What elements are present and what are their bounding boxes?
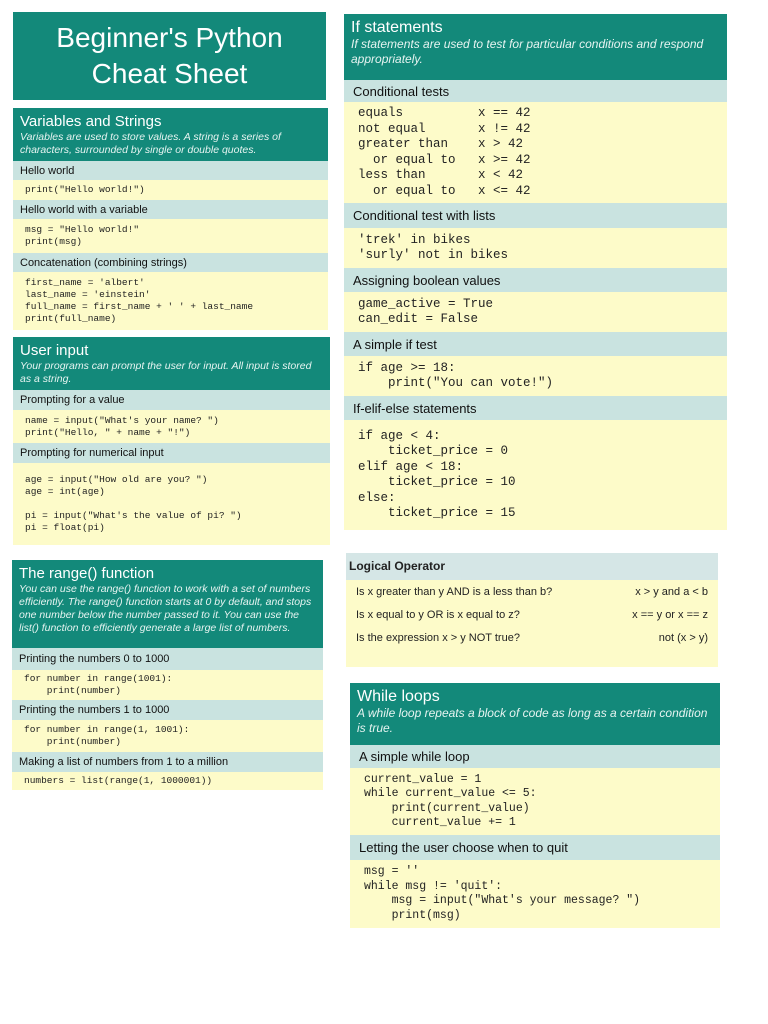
code: first_name = 'albert' last_name = 'einstein' full_name = first_name + ' ' + last_name print(full_name)	[25, 277, 254, 324]
code: for number in range(1, 1001): print(number)	[24, 724, 190, 747]
code-block	[344, 356, 727, 396]
subheading: Conditional tests	[344, 80, 727, 102]
code: for number in range(1001): print(number)	[24, 673, 173, 696]
section-description: Your programs can prompt the user for input. All input is stored as a string.	[20, 360, 312, 385]
code: game_active = True can_edit = False	[358, 296, 494, 326]
code-block	[12, 720, 323, 752]
subheading: Conditional test with lists	[344, 203, 727, 228]
subheading: Prompting for a value	[13, 390, 330, 410]
code: print("Hello world!")	[25, 184, 145, 195]
code: msg = "Hello world!" print(msg)	[25, 224, 140, 247]
subheading: A simple while loop	[350, 745, 720, 768]
logic-question: Is the expression x > y NOT true?	[356, 631, 520, 644]
section-title: While loops	[357, 688, 440, 705]
section-title: The range() function	[19, 565, 155, 582]
logic-expression: x > y and a < b	[635, 585, 708, 598]
code-block	[13, 410, 330, 443]
section-description: If statements are used to test for particular conditions and respond appropriately.	[351, 37, 704, 66]
title-line-2: Cheat Sheet	[91, 58, 248, 89]
code-block	[350, 768, 720, 835]
variables-panel	[13, 108, 328, 330]
code-block	[344, 420, 727, 530]
section-title: Logical Operator	[346, 553, 718, 580]
section-description: Variables are used to store values. A string is a series of characters, surrounded by single or double quotes.	[20, 131, 281, 156]
subheading: Hello world	[13, 161, 328, 180]
code-block	[13, 180, 328, 200]
logic-expression: not (x > y)	[658, 631, 708, 644]
logic-question: Is x greater than y AND is a less than b?	[356, 585, 553, 598]
code-block	[344, 292, 727, 332]
code: 'trek' in bikes 'surly' not in bikes	[358, 232, 509, 262]
code-block	[12, 772, 323, 790]
while-loops-panel	[350, 683, 720, 928]
subheading: Hello world with a variable	[13, 200, 328, 219]
code: current_value = 1 while current_value <= 5: print(current_value) current_value += 1	[364, 772, 537, 829]
section-header	[13, 108, 328, 161]
page-title	[13, 12, 326, 100]
section-header	[344, 14, 727, 80]
subheading: Making a list of numbers from 1 to a million	[12, 752, 323, 772]
section-title: If statements	[351, 19, 443, 36]
code-block	[13, 463, 330, 545]
section-header	[13, 337, 330, 390]
section-description: A while loop repeats a block of code as long as a certain condition is true.	[357, 706, 708, 735]
logic-row	[346, 580, 718, 603]
section-description: You can use the range() function to work with a set of numbers efficiently. The range() function starts at 0 by default, and stops one number below the number passed to it. You can use the list() function to efficiently generate a large list of numbers.	[19, 583, 312, 634]
logic-question: Is x equal to y OR is x equal to z?	[356, 608, 520, 621]
code-block	[13, 219, 328, 253]
subheading: Printing the numbers 0 to 1000	[12, 648, 323, 670]
code-block	[12, 670, 323, 700]
logic-expression: x == y or x == z	[632, 608, 708, 621]
logic-row	[346, 626, 718, 649]
code: name = input("What's your name? ") print("Hello, " + name + "!")	[25, 414, 219, 438]
code-block	[344, 102, 727, 203]
section-title: Variables and Strings	[20, 113, 162, 130]
if-statements-panel	[344, 14, 727, 530]
logic-row	[346, 603, 718, 626]
subheading: Prompting for numerical input	[13, 443, 330, 463]
section-header	[12, 560, 323, 648]
section-title: User input	[20, 342, 89, 359]
code: age = input("How old are you? ") age = int(age) pi = input("What's the value of pi? ") pi = float(pi)	[25, 474, 242, 533]
user-input-panel	[13, 337, 330, 545]
subheading: Concatenation (combining strings)	[13, 253, 328, 272]
code-block	[13, 272, 328, 330]
subheading: Letting the user choose when to quit	[350, 835, 720, 860]
code: numbers = list(range(1, 1000001))	[24, 775, 213, 786]
code-block	[350, 860, 720, 928]
code: if age < 4: ticket_price = 0 elif age < 18: ticket_price = 10 else: ticket_price = 15	[358, 428, 516, 520]
subheading: Assigning boolean values	[344, 268, 727, 292]
subheading: If-elif-else statements	[344, 396, 727, 420]
section-header	[350, 683, 720, 745]
range-panel	[12, 560, 323, 790]
title-line-1: Beginner's Python	[56, 22, 283, 53]
subheading: Printing the numbers 1 to 1000	[12, 700, 323, 720]
code-block	[344, 228, 727, 268]
subheading: A simple if test	[344, 332, 727, 356]
code: equals x == 42 not equal x != 42 greater than x > 42 or equal to x >= 42 less than x < 42 or equal to x <= 42	[358, 106, 531, 198]
logical-operator-panel	[346, 553, 718, 667]
code: msg = '' while msg != 'quit': msg = input("What's your message? ") print(msg)	[364, 865, 641, 922]
code: if age >= 18: print("You can vote!")	[358, 360, 554, 390]
